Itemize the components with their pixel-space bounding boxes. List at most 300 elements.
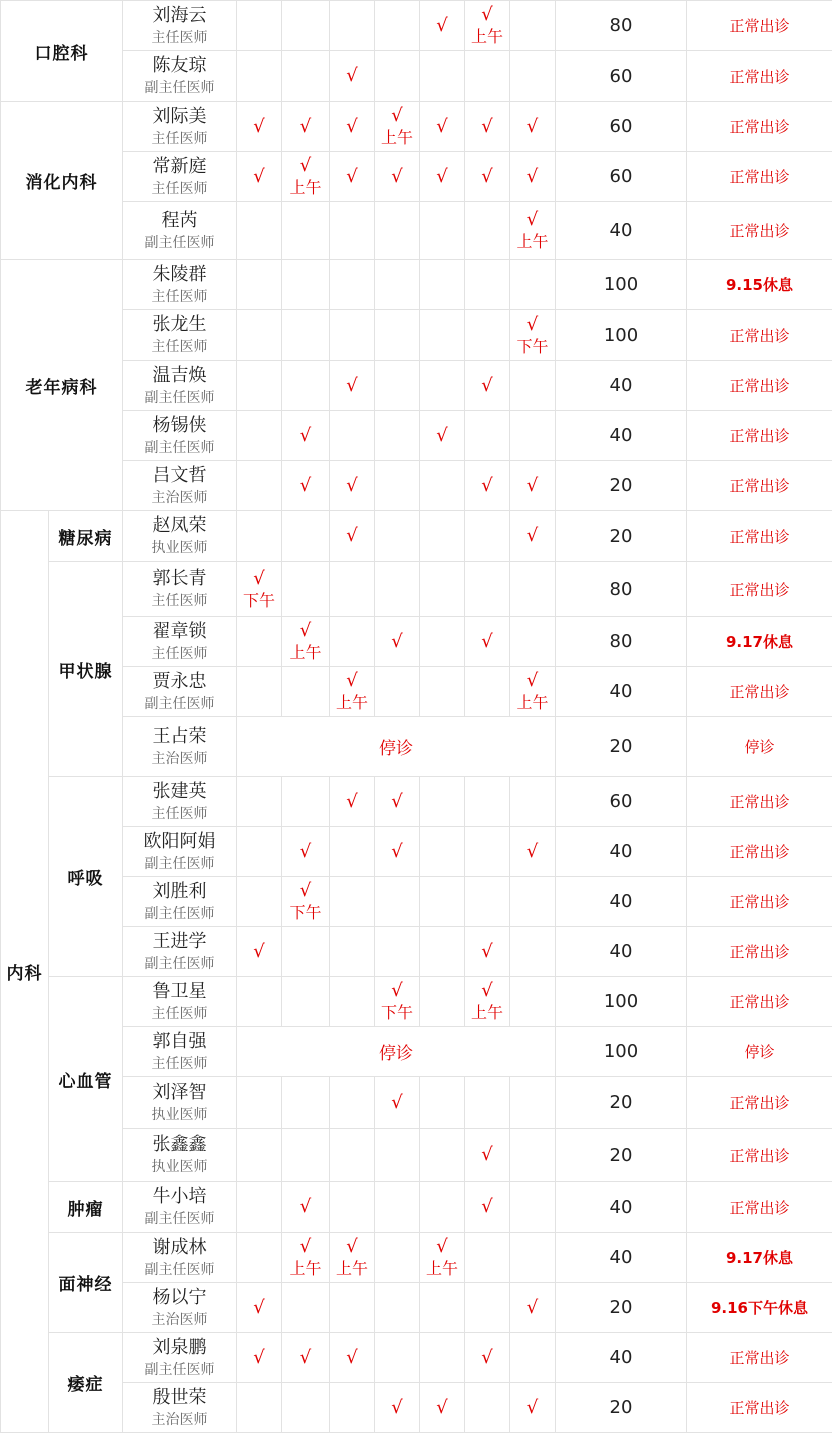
table-row	[1, 827, 832, 877]
checkmark-icon: √	[299, 155, 312, 176]
schedule-day-cell	[510, 1233, 556, 1283]
schedule-day-cell	[330, 461, 375, 511]
schedule-day-cell	[330, 777, 375, 827]
schedule-day-cell	[375, 1383, 420, 1433]
schedule-day-cell	[465, 1, 510, 51]
checkmark-icon: √	[253, 1296, 265, 1318]
schedule-day-cell	[510, 1182, 556, 1233]
doctor-cell	[123, 562, 237, 617]
checkmark-icon: √	[299, 840, 312, 862]
doctor-name: 刘泽智	[152, 1081, 207, 1103]
doctor-name: 翟章锁	[152, 620, 207, 642]
doctor-cell	[123, 202, 237, 260]
doctor-title: 执业医师	[151, 1159, 208, 1175]
schedule-day-cell	[282, 827, 330, 877]
quota-cell: 100	[556, 260, 687, 310]
schedule-day-cell	[237, 461, 282, 511]
schedule-day-cell	[420, 1333, 465, 1383]
schedule-day-cell	[465, 617, 510, 667]
schedule-day-cell	[420, 152, 465, 202]
checkmark-icon: √	[346, 65, 358, 86]
doctor-title: 副主任医师	[144, 1361, 215, 1378]
quota-cell: 80	[556, 617, 687, 667]
schedule-day-cell	[237, 562, 282, 617]
checkmark-icon: √	[391, 105, 403, 126]
quota-cell: 20	[556, 1077, 687, 1129]
schedule-day-cell	[510, 667, 556, 717]
schedule-day-cell	[510, 977, 556, 1027]
schedule-day-cell	[330, 411, 375, 461]
schedule-day-cell	[237, 411, 282, 461]
schedule-day-cell	[375, 1129, 420, 1182]
quota-cell: 20	[556, 511, 687, 562]
doctor-title: 副主任医师	[144, 80, 215, 96]
checkmark-icon: √	[436, 1236, 448, 1257]
checkmark-icon: √	[346, 1346, 358, 1368]
schedule-day-cell	[330, 827, 375, 877]
table-row	[1, 461, 832, 511]
schedule-day-cell	[375, 1283, 420, 1333]
doctor-title: 主任医师	[151, 180, 208, 197]
checkmark-icon: √	[481, 165, 493, 187]
doctor-cell	[123, 1077, 237, 1129]
checkmark-icon: √	[391, 1396, 403, 1418]
doctor-title: 主任医师	[151, 339, 208, 355]
doctor-name: 刘际美	[152, 105, 207, 127]
schedule-day-cell	[375, 977, 420, 1027]
checkmark-icon: √	[526, 525, 539, 546]
status-cell: 正常出诊	[687, 1129, 832, 1182]
checkmark-icon: √	[346, 670, 358, 691]
schedule-day-cell	[510, 777, 556, 827]
schedule-day-cell	[510, 827, 556, 877]
doctor-title: 主任医师	[151, 1005, 208, 1022]
schedule-day-cell	[375, 617, 420, 667]
schedule-day-cell	[465, 152, 510, 202]
schedule-day-cell	[282, 310, 330, 361]
status-cell: 正常出诊	[687, 310, 832, 361]
schedule-day-cell	[510, 511, 556, 562]
schedule-day-cell	[465, 411, 510, 461]
schedule-day-cell	[375, 827, 420, 877]
doctor-cell	[123, 1, 237, 51]
quota-cell: 100	[556, 977, 687, 1027]
schedule-day-cell	[465, 1077, 510, 1129]
schedule-day-cell	[420, 310, 465, 361]
checkmark-icon: √	[481, 374, 493, 396]
schedule-day-cell	[330, 102, 375, 152]
schedule-day-cell	[330, 1129, 375, 1182]
doctor-cell	[123, 310, 237, 361]
doctor-name: 常新庭	[152, 155, 207, 177]
doctor-name: 张龙生	[152, 314, 207, 335]
doctor-name: 刘海云	[152, 4, 207, 26]
checkmark-icon: √	[299, 474, 312, 496]
quota-cell: 20	[556, 1129, 687, 1182]
schedule-day-cell	[510, 1, 556, 51]
doctor-cell	[123, 461, 237, 511]
department-cell: 内科	[1, 511, 49, 1433]
doctor-name: 张鑫鑫	[152, 1134, 207, 1155]
schedule-day-cell	[282, 562, 330, 617]
schedule-day-cell	[420, 202, 465, 260]
schedule-day-cell	[282, 361, 330, 411]
schedule-day-cell	[510, 461, 556, 511]
schedule-day-cell	[465, 461, 510, 511]
checkmark-icon: √	[436, 424, 448, 446]
schedule-day-cell	[375, 1, 420, 51]
checkmark-icon: √	[526, 115, 539, 137]
schedule-day-cell	[510, 310, 556, 361]
checkmark-icon: √	[299, 424, 312, 446]
doctor-name: 张建英	[152, 780, 207, 802]
schedule-day-cell	[375, 1233, 420, 1283]
schedule-day-cell	[282, 260, 330, 310]
checkmark-icon: √	[253, 165, 265, 187]
schedule-day-cell	[375, 461, 420, 511]
schedule-day-cell	[282, 1233, 330, 1283]
session-period: 下午	[242, 590, 275, 610]
schedule-day-cell	[282, 617, 330, 667]
schedule-day-cell	[375, 562, 420, 617]
schedule-day-cell	[465, 361, 510, 411]
doctor-name: 郭长青	[152, 568, 207, 589]
schedule-day-cell	[375, 1077, 420, 1129]
schedule-day-cell	[375, 1333, 420, 1383]
schedule-day-cell	[330, 511, 375, 562]
doctor-cell	[123, 977, 237, 1027]
status-cell: 正常出诊	[687, 1333, 832, 1383]
status-cell: 正常出诊	[687, 511, 832, 562]
doctor-title: 主任医师	[151, 645, 208, 662]
status-cell: 正常出诊	[687, 1077, 832, 1129]
schedule-day-cell	[282, 511, 330, 562]
doctor-cell	[123, 1182, 237, 1233]
schedule-day-cell	[237, 260, 282, 310]
schedule-day-cell	[282, 202, 330, 260]
schedule-day-cell	[510, 51, 556, 102]
schedule-day-cell	[330, 1333, 375, 1383]
schedule-day-cell	[510, 102, 556, 152]
checkmark-icon: √	[346, 1236, 358, 1257]
doctor-title: 执业医师	[151, 1106, 208, 1123]
schedule-day-cell	[330, 260, 375, 310]
table-row	[1, 977, 832, 1027]
status-cell: 正常出诊	[687, 202, 832, 260]
doctor-title: 副主任医师	[144, 855, 215, 872]
doctor-title: 主任医师	[151, 288, 208, 305]
schedule-day-cell	[420, 877, 465, 927]
doctor-name: 鲁卫星	[152, 980, 207, 1002]
checkmark-icon: √	[346, 474, 358, 496]
quota-cell: 60	[556, 777, 687, 827]
schedule-day-cell	[465, 927, 510, 977]
session-period: 上午	[470, 27, 503, 46]
table-row	[1, 411, 832, 461]
quota-cell: 40	[556, 1333, 687, 1383]
schedule-day-cell	[420, 461, 465, 511]
schedule-day-cell	[465, 102, 510, 152]
schedule-day-cell	[465, 777, 510, 827]
schedule-day-cell	[465, 562, 510, 617]
session-period: 上午	[470, 1003, 503, 1022]
schedule-day-cell	[237, 310, 282, 361]
checkmark-icon: √	[526, 840, 539, 862]
quota-cell: 100	[556, 310, 687, 361]
doctor-name: 牛小培	[152, 1186, 207, 1207]
schedule-day-cell	[330, 1077, 375, 1129]
checkmark-icon: √	[346, 165, 358, 187]
session-period: 上午	[335, 693, 368, 712]
table-row	[1, 717, 832, 777]
checkmark-icon: √	[526, 165, 539, 187]
quota-cell: 40	[556, 361, 687, 411]
schedule-day-cell	[237, 361, 282, 411]
schedule-day-cell	[375, 927, 420, 977]
doctor-title: 主任医师	[151, 130, 208, 147]
schedule-day-cell	[282, 1383, 330, 1433]
doctor-cell	[123, 152, 237, 202]
table-row	[1, 102, 832, 152]
schedule-day-cell	[375, 260, 420, 310]
quota-cell: 20	[556, 461, 687, 511]
quota-cell: 60	[556, 152, 687, 202]
checkmark-icon: √	[391, 980, 403, 1001]
quota-cell: 40	[556, 1182, 687, 1233]
checkmark-icon: √	[526, 670, 539, 691]
checkmark-icon: √	[391, 1091, 403, 1113]
schedule-day-cell	[330, 51, 375, 102]
schedule-day-cell	[465, 1283, 510, 1333]
checkmark-icon: √	[299, 620, 312, 641]
schedule-day-cell	[330, 617, 375, 667]
schedule-day-cell	[375, 511, 420, 562]
doctor-name: 王进学	[152, 930, 207, 952]
table-row	[1, 1233, 832, 1283]
schedule-day-cell	[420, 927, 465, 977]
subdepartment-cell: 甲状腺	[49, 562, 123, 777]
quota-cell: 80	[556, 1, 687, 51]
schedule-day-cell	[465, 202, 510, 260]
checkmark-icon: √	[253, 940, 265, 962]
schedule-day-cell	[420, 617, 465, 667]
checkmark-icon: √	[481, 115, 493, 137]
checkmark-icon: √	[436, 14, 448, 36]
schedule-day-cell	[237, 667, 282, 717]
schedule-day-cell	[282, 1077, 330, 1129]
schedule-day-cell	[465, 667, 510, 717]
subdepartment-cell: 呼吸	[49, 777, 123, 977]
doctor-title: 主任医师	[151, 805, 208, 822]
schedule-day-cell	[237, 511, 282, 562]
schedule-day-cell	[465, 1182, 510, 1233]
schedule-day-cell	[420, 1283, 465, 1333]
doctor-title: 主治医师	[151, 489, 208, 506]
quota-cell: 40	[556, 411, 687, 461]
doctor-cell	[123, 102, 237, 152]
schedule-day-cell	[330, 1383, 375, 1433]
doctor-cell	[123, 1233, 237, 1283]
status-cell: 正常出诊	[687, 667, 832, 717]
schedule-day-cell	[420, 1182, 465, 1233]
doctor-cell	[123, 717, 237, 777]
schedule-day-cell	[465, 1333, 510, 1383]
schedule-day-cell	[282, 977, 330, 1027]
checkmark-icon: √	[526, 474, 539, 496]
quota-cell: 20	[556, 1383, 687, 1433]
schedule-day-cell	[330, 361, 375, 411]
schedule-day-cell	[282, 102, 330, 152]
status-cell: 正常出诊	[687, 927, 832, 977]
schedule-day-cell	[420, 562, 465, 617]
table-row	[1, 617, 832, 667]
status-cell: 9.17休息	[687, 617, 832, 667]
checkmark-icon: √	[391, 840, 403, 862]
schedule-day-cell	[375, 667, 420, 717]
schedule-day-cell	[420, 511, 465, 562]
schedule-day-cell	[282, 667, 330, 717]
quota-cell: 40	[556, 927, 687, 977]
schedule-day-cell	[330, 1233, 375, 1283]
schedule-day-cell	[510, 617, 556, 667]
schedule-day-cell	[282, 1129, 330, 1182]
schedule-day-cell	[237, 51, 282, 102]
doctor-title: 主任医师	[151, 29, 208, 46]
schedule-day-cell	[237, 777, 282, 827]
schedule-day-cell	[510, 202, 556, 260]
doctor-title: 副主任医师	[144, 695, 215, 712]
session-period: 下午	[516, 336, 549, 356]
schedule-day-cell	[237, 1129, 282, 1182]
checkmark-icon: √	[391, 630, 403, 652]
schedule-day-cell	[375, 411, 420, 461]
schedule-day-cell	[420, 827, 465, 877]
department-cell: 口腔科	[1, 1, 123, 102]
doctor-cell	[123, 827, 237, 877]
schedule-day-cell	[282, 461, 330, 511]
doctor-cell	[123, 260, 237, 310]
session-period: 上午	[425, 1259, 458, 1278]
doctor-cell	[123, 1129, 237, 1182]
session-period: 上午	[380, 128, 413, 147]
schedule-day-cell	[420, 1, 465, 51]
session-period: 下午	[380, 1003, 413, 1022]
schedule-day-cell	[282, 51, 330, 102]
checkmark-icon: √	[481, 980, 493, 1001]
schedule-day-cell	[330, 977, 375, 1027]
session-period: 上午	[516, 232, 549, 251]
schedule-day-cell	[237, 152, 282, 202]
schedule-day-cell	[375, 102, 420, 152]
doctor-title: 副主任医师	[144, 955, 215, 972]
status-cell: 正常出诊	[687, 1182, 832, 1233]
quota-cell: 20	[556, 717, 687, 777]
schedule-day-cell	[375, 152, 420, 202]
checkmark-icon: √	[299, 1346, 312, 1368]
status-cell: 正常出诊	[687, 1383, 832, 1433]
schedule-day-cell	[510, 411, 556, 461]
schedule-day-cell	[420, 667, 465, 717]
checkmark-icon: √	[481, 474, 493, 496]
status-cell: 正常出诊	[687, 411, 832, 461]
doctor-name: 杨锡侠	[152, 414, 207, 436]
doctor-name: 殷世荣	[152, 1386, 207, 1408]
session-period: 上午	[289, 178, 322, 197]
schedule-day-cell	[465, 1383, 510, 1433]
checkmark-icon: √	[526, 1296, 539, 1318]
status-cell: 9.16下午休息	[687, 1283, 832, 1333]
quota-cell: 40	[556, 202, 687, 260]
session-period: 上午	[289, 643, 322, 662]
schedule-day-cell	[237, 877, 282, 927]
schedule-day-cell	[420, 1233, 465, 1283]
schedule-day-cell	[510, 562, 556, 617]
schedule-day-cell	[420, 1129, 465, 1182]
table-row	[1, 1283, 832, 1333]
session-period: 下午	[289, 903, 322, 922]
quota-cell: 40	[556, 877, 687, 927]
schedule-day-cell	[330, 1283, 375, 1333]
status-cell: 停诊	[687, 1027, 832, 1077]
schedule-day-cell	[375, 777, 420, 827]
checkmark-icon: √	[346, 790, 358, 812]
schedule-day-cell	[330, 877, 375, 927]
subdepartment-cell: 痿症	[49, 1333, 123, 1433]
schedule-day-cell	[330, 1182, 375, 1233]
schedule-day-cell	[330, 310, 375, 361]
schedule-day-cell	[237, 1283, 282, 1333]
quota-cell: 40	[556, 827, 687, 877]
schedule-day-cell	[420, 260, 465, 310]
checkmark-icon: √	[436, 165, 448, 187]
doctor-cell	[123, 511, 237, 562]
doctor-title: 副主任医师	[144, 905, 215, 922]
schedule-day-cell	[237, 202, 282, 260]
schedule-day-cell	[510, 361, 556, 411]
checkmark-icon: √	[299, 1236, 312, 1257]
doctor-title: 执业医师	[151, 540, 208, 556]
doctor-name: 赵凤荣	[152, 515, 207, 536]
status-cell: 正常出诊	[687, 977, 832, 1027]
schedule-day-cell	[330, 667, 375, 717]
schedule-day-cell	[510, 1333, 556, 1383]
schedule-day-cell	[237, 1077, 282, 1129]
schedule-day-cell	[282, 777, 330, 827]
status-cell: 正常出诊	[687, 827, 832, 877]
doctor-name: 欧阳阿娟	[143, 830, 216, 852]
checkmark-icon: √	[436, 1396, 448, 1418]
session-period: 上午	[516, 693, 549, 712]
checkmark-icon: √	[299, 115, 312, 137]
table-row	[1, 1027, 832, 1077]
schedule-day-cell	[420, 977, 465, 1027]
doctor-title: 副主任医师	[144, 1261, 215, 1278]
department-cell: 消化内科	[1, 102, 123, 260]
session-period: 上午	[289, 1259, 322, 1278]
schedule-day-cell	[237, 827, 282, 877]
doctor-title: 主任医师	[151, 593, 208, 609]
schedule-day-cell	[465, 1129, 510, 1182]
schedule-day-cell	[375, 361, 420, 411]
checkmark-icon: √	[481, 1196, 493, 1217]
subdepartment-cell: 糖尿病	[49, 511, 123, 562]
schedule-day-cell	[282, 1, 330, 51]
schedule-day-cell	[237, 617, 282, 667]
doctor-name: 朱陵群	[152, 263, 207, 285]
quota-cell: 40	[556, 667, 687, 717]
checkmark-icon: √	[253, 1346, 265, 1368]
schedule-day-cell	[465, 977, 510, 1027]
